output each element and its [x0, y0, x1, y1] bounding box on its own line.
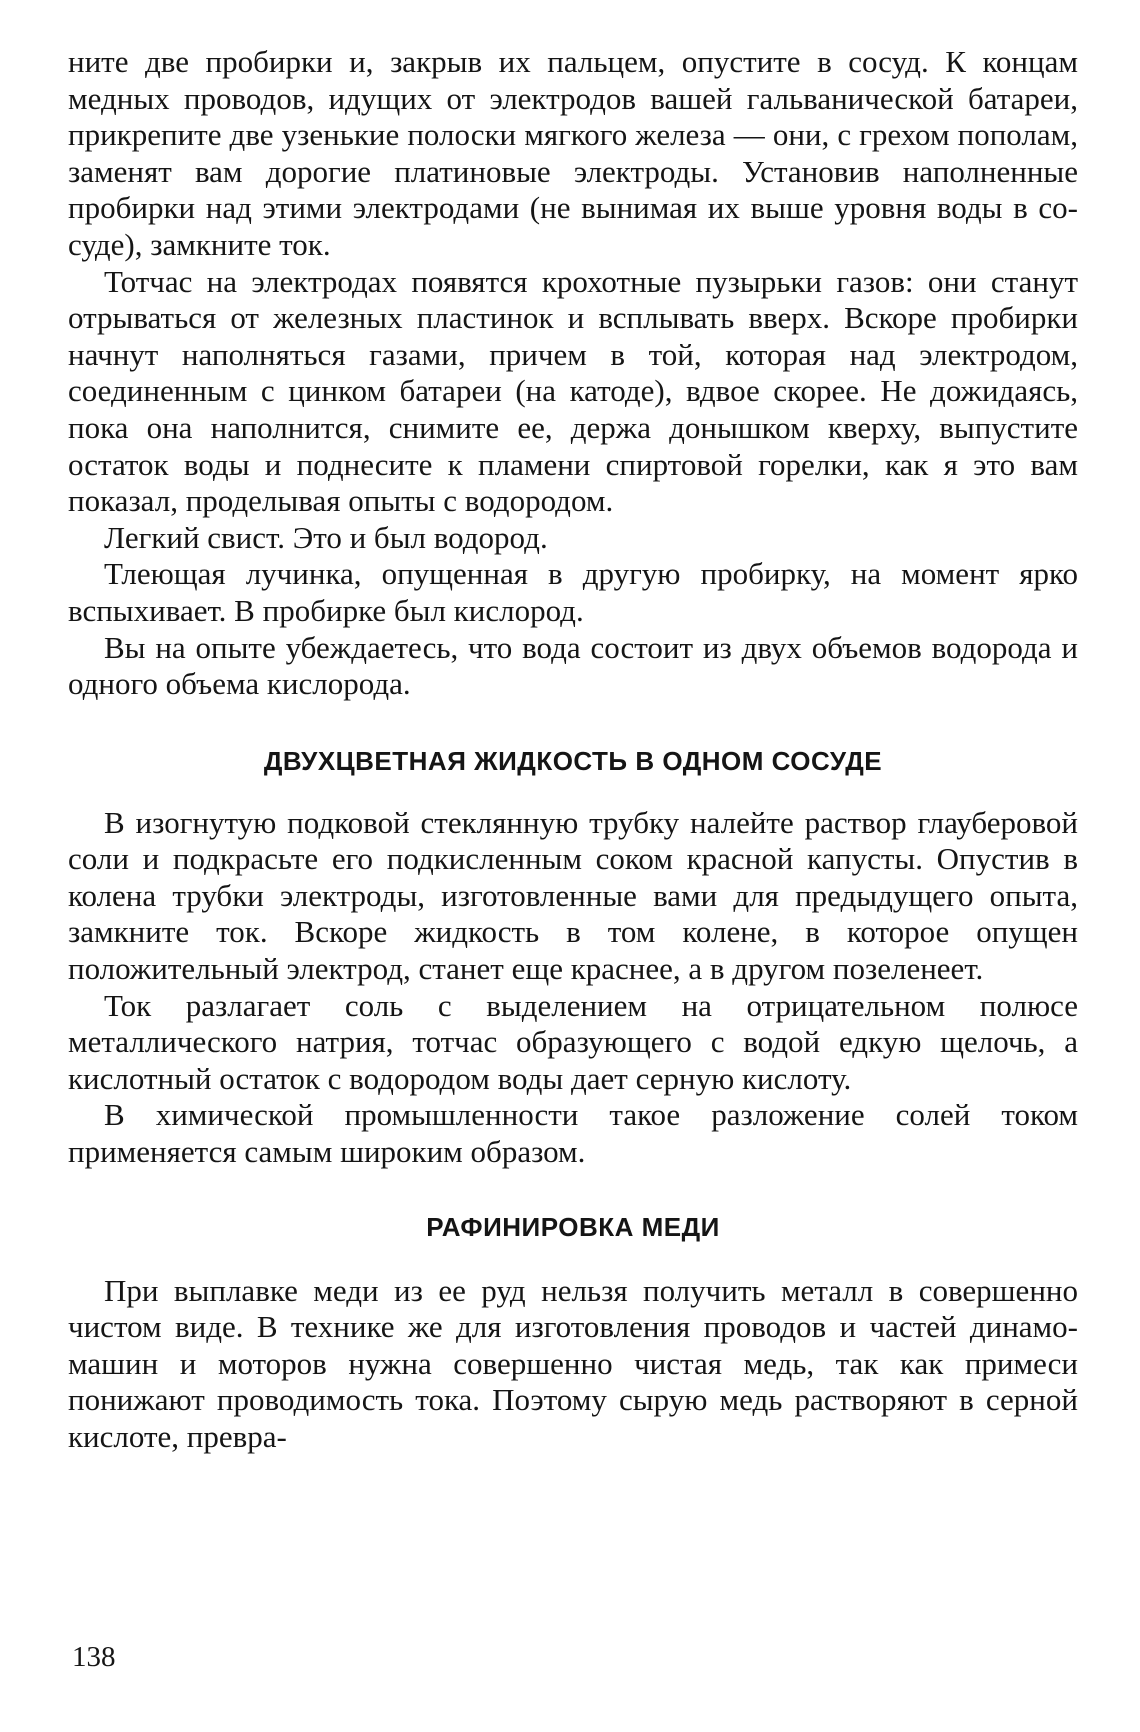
section-heading-two-color-liquid: ДВУХЦВЕТНАЯ ЖИДКОСТЬ В ОДНОМ СОСУДЕ [263, 745, 883, 776]
paragraph-oxygen: Тлеющая лучинка, опущенная в другую пробирку, на момент ярко вспыхивает. В пробирке был кислород. [68, 556, 1078, 628]
paragraph-industry: В химической промышленности такое разложение солей током применяется самым широким образом. [68, 1097, 1078, 1170]
paragraph-hydrogen: Легкий свист. Это и был водород. [104, 519, 548, 555]
paragraph-test-tubes: ните две пробирки и, закрыв их пальцем, опустите в сосуд. К концам медных проводов, идущих от электродов вашей гальванической батареи, прикрепите две узенькие полоски мягкого железа — они, с грехом пополам, заменят вам дорогие платиновые электроды. Установив наполненные пробирки над этими электродами (не вынимая их выше уровня воды в сосуде), замкните ток. [68, 44, 1078, 262]
section-heading-copper-refining: РАФИНИРОВКА МЕДИ [426, 1211, 720, 1242]
paragraph-salt-decomposition: Ток разлагает соль с выделением на отрицательном полюсе металлического натрия, тотчас образующего с водой едкую щелочь, а кислотный остаток с водородом воды дает серную кислоту. [68, 987, 1078, 1096]
page-number: 138 [72, 1641, 116, 1673]
paragraph-copper-smelting: При выплавке меди из ее руд нельзя получить металл в совершенно чистом виде. В технике же для изготовления проводов и частей динамо-машин и моторов нужна совершенно чистая медь, так как примеси понижают проводимость тока. Поэтому сырую медь растворяют в серной кислоте, превра- [68, 1272, 1078, 1454]
paragraph-gas-bubbles: Тотчас на электродах появятся крохотные пузырьки газов: они станут отрываться от железных пластинок и всплывать вверх. Вскоре пробирки начнут наполняться газами, причем в той, которая над электродом, соединенным с цинком батареи (на катоде), вдвое скорее. Не дожидаясь, пока она наполнится, снимите ее, держа донышком кверху, выпустите остаток воды и поднесите к пламени спиртовой горелки, как я это вам показал, проделывая опыты с водородом. [68, 263, 1078, 519]
paragraph-horseshoe-tube: В изогнутую подковой стеклянную трубку налейте раствор глауберовой соли и подкрасьте его подкисленным соком красной капусты. Опустив в колена трубки электроды, изготовленные вами для предыдущего опыта, замкните ток. Вскоре жидкость в том колене, в которое опущен положительный электрод, станет еще краснее, а в другом позеленеет. [68, 804, 1078, 987]
book-page [68, 44, 1078, 1456]
paragraph-water-composition: Вы на опыте убеждаетесь, что вода состоит из двух объемов водорода и одного объема кислорода. [68, 629, 1078, 702]
